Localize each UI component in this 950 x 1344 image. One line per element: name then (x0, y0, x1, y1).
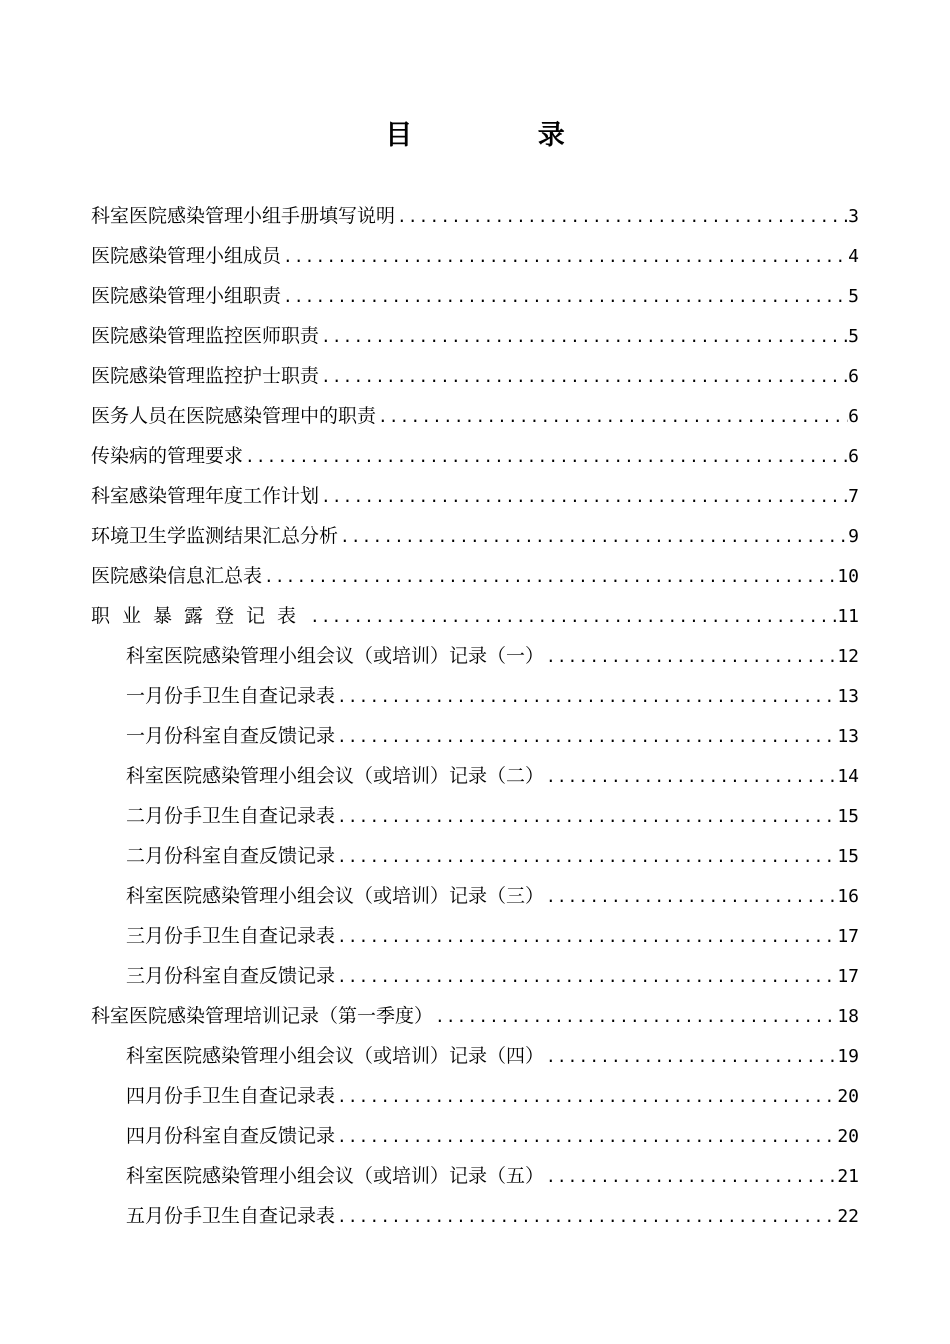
toc-entry[interactable] (91, 196, 859, 236)
toc-entry-label: 四月份科室自查反馈记录 (126, 1125, 336, 1147)
toc-page-number: 12 (837, 646, 859, 667)
toc-entry-label: 五月份手卫生自查记录表 (126, 1205, 336, 1227)
toc-page-number: 19 (837, 1046, 859, 1067)
toc-entry-label: 环境卫生学监测结果汇总分析 (91, 525, 339, 547)
toc-dot-leader (319, 317, 848, 357)
toc-dot-leader (243, 437, 848, 477)
toc-entry[interactable] (91, 1116, 859, 1156)
toc-entry-label: 科室医院感染管理小组会议（或培训）记录（二） (126, 765, 545, 787)
toc-page-number: 18 (837, 1006, 859, 1027)
toc-entry-label: 三月份科室自查反馈记录 (126, 965, 336, 987)
toc-entry-label: 科室医院感染管理小组会议（或培训）记录（三） (126, 885, 545, 907)
toc-entry-label: 传染病的管理要求 (91, 445, 244, 467)
toc-entry-label: 四月份手卫生自查记录表 (126, 1085, 336, 1107)
toc-page-number: 16 (837, 886, 859, 907)
toc-entry[interactable] (91, 396, 859, 436)
toc-dot-leader (338, 517, 848, 557)
toc-entry-label: 二月份手卫生自查记录表 (126, 805, 336, 827)
toc-entry[interactable] (91, 916, 859, 956)
toc-entry-label: 医院感染管理监控护士职责 (91, 365, 320, 387)
toc-page-number: 15 (837, 846, 859, 867)
toc-entry[interactable] (91, 516, 859, 556)
toc-dot-leader (335, 1197, 837, 1237)
toc-page-number: 9 (848, 526, 859, 547)
toc-entry-label: 医院感染管理监控医师职责 (91, 325, 320, 347)
toc-page-number: 6 (848, 406, 859, 427)
toc-page-number: 3 (848, 206, 859, 227)
toc-dot-leader (335, 677, 837, 717)
toc-page-number: 20 (837, 1086, 859, 1107)
toc-dot-leader (308, 597, 837, 637)
toc-entry-label: 科室医院感染管理小组手册填写说明 (91, 205, 396, 227)
toc-entry-label: 职业暴露登记表 (91, 605, 309, 627)
toc-entry[interactable] (91, 556, 859, 596)
toc-page-number: 13 (837, 726, 859, 747)
toc-dot-leader (335, 917, 837, 957)
toc-entry-label: 科室医院感染管理小组会议（或培训）记录（一） (126, 645, 545, 667)
toc-entry[interactable] (91, 636, 859, 676)
toc-dot-leader (335, 797, 837, 837)
toc-dot-leader (544, 1037, 837, 1077)
toc-dot-leader (319, 477, 848, 517)
table-of-contents (91, 196, 859, 1236)
toc-entry[interactable] (91, 316, 859, 356)
toc-page-number: 6 (848, 446, 859, 467)
page-title: 目 录 (385, 120, 623, 151)
toc-page-number: 17 (837, 966, 859, 987)
toc-page-number: 5 (848, 326, 859, 347)
toc-entry-label: 一月份科室自查反馈记录 (126, 725, 336, 747)
toc-entry-label: 二月份科室自查反馈记录 (126, 845, 336, 867)
toc-entry-label: 科室医院感染管理培训记录（第一季度） (91, 1005, 434, 1027)
toc-entry[interactable] (91, 236, 859, 276)
toc-entry[interactable] (91, 796, 859, 836)
toc-entry[interactable] (91, 596, 859, 636)
toc-page-number: 14 (837, 766, 859, 787)
toc-entry[interactable] (91, 1196, 859, 1236)
toc-entry-label: 科室医院感染管理小组会议（或培训）记录（四） (126, 1045, 545, 1067)
toc-page-number: 21 (837, 1166, 859, 1187)
toc-entry-label: 一月份手卫生自查记录表 (126, 685, 336, 707)
toc-page-number: 13 (837, 686, 859, 707)
toc-page-number: 15 (837, 806, 859, 827)
toc-entry[interactable] (91, 956, 859, 996)
toc-entry-label: 医务人员在医院感染管理中的职责 (91, 405, 377, 427)
toc-dot-leader (544, 1157, 837, 1197)
toc-dot-leader (281, 277, 848, 317)
toc-dot-leader (335, 1117, 837, 1157)
toc-dot-leader (281, 237, 848, 277)
toc-dot-leader (319, 357, 848, 397)
toc-dot-leader (395, 197, 848, 237)
toc-entry-label: 三月份手卫生自查记录表 (126, 925, 336, 947)
toc-entry-label: 医院感染信息汇总表 (91, 565, 263, 587)
toc-dot-leader (433, 997, 837, 1037)
toc-entry[interactable] (91, 716, 859, 756)
toc-entry[interactable] (91, 1076, 859, 1116)
toc-entry-label: 科室医院感染管理小组会议（或培训）记录（五） (126, 1165, 545, 1187)
toc-entry[interactable] (91, 756, 859, 796)
toc-page-number: 7 (848, 486, 859, 507)
toc-dot-leader (335, 1077, 837, 1117)
toc-page-number: 17 (837, 926, 859, 947)
toc-entry[interactable] (91, 1156, 859, 1196)
toc-entry[interactable] (91, 356, 859, 396)
toc-dot-leader (262, 557, 837, 597)
toc-entry[interactable] (91, 1036, 859, 1076)
toc-page-number: 20 (837, 1126, 859, 1147)
toc-entry[interactable] (91, 996, 859, 1036)
toc-entry-label: 科室感染管理年度工作计划 (91, 485, 320, 507)
toc-entry[interactable] (91, 276, 859, 316)
toc-entry-label: 医院感染管理小组成员 (91, 245, 282, 267)
toc-entry-label: 医院感染管理小组职责 (91, 285, 282, 307)
toc-entry[interactable] (91, 676, 859, 716)
toc-entry[interactable] (91, 436, 859, 476)
toc-page-number: 5 (848, 286, 859, 307)
toc-page-number: 6 (848, 366, 859, 387)
toc-dot-leader (335, 837, 837, 877)
toc-dot-leader (335, 717, 837, 757)
toc-page-number: 22 (837, 1206, 859, 1227)
toc-entry[interactable] (91, 876, 859, 916)
toc-dot-leader (544, 757, 837, 797)
toc-page-number: 10 (837, 566, 859, 587)
toc-page-number: 11 (837, 606, 859, 627)
toc-page-number: 4 (848, 246, 859, 267)
toc-dot-leader (544, 637, 837, 677)
toc-dot-leader (376, 397, 848, 437)
toc-entry[interactable] (91, 836, 859, 876)
toc-entry[interactable] (91, 476, 859, 516)
toc-dot-leader (335, 957, 837, 997)
toc-dot-leader (544, 877, 837, 917)
